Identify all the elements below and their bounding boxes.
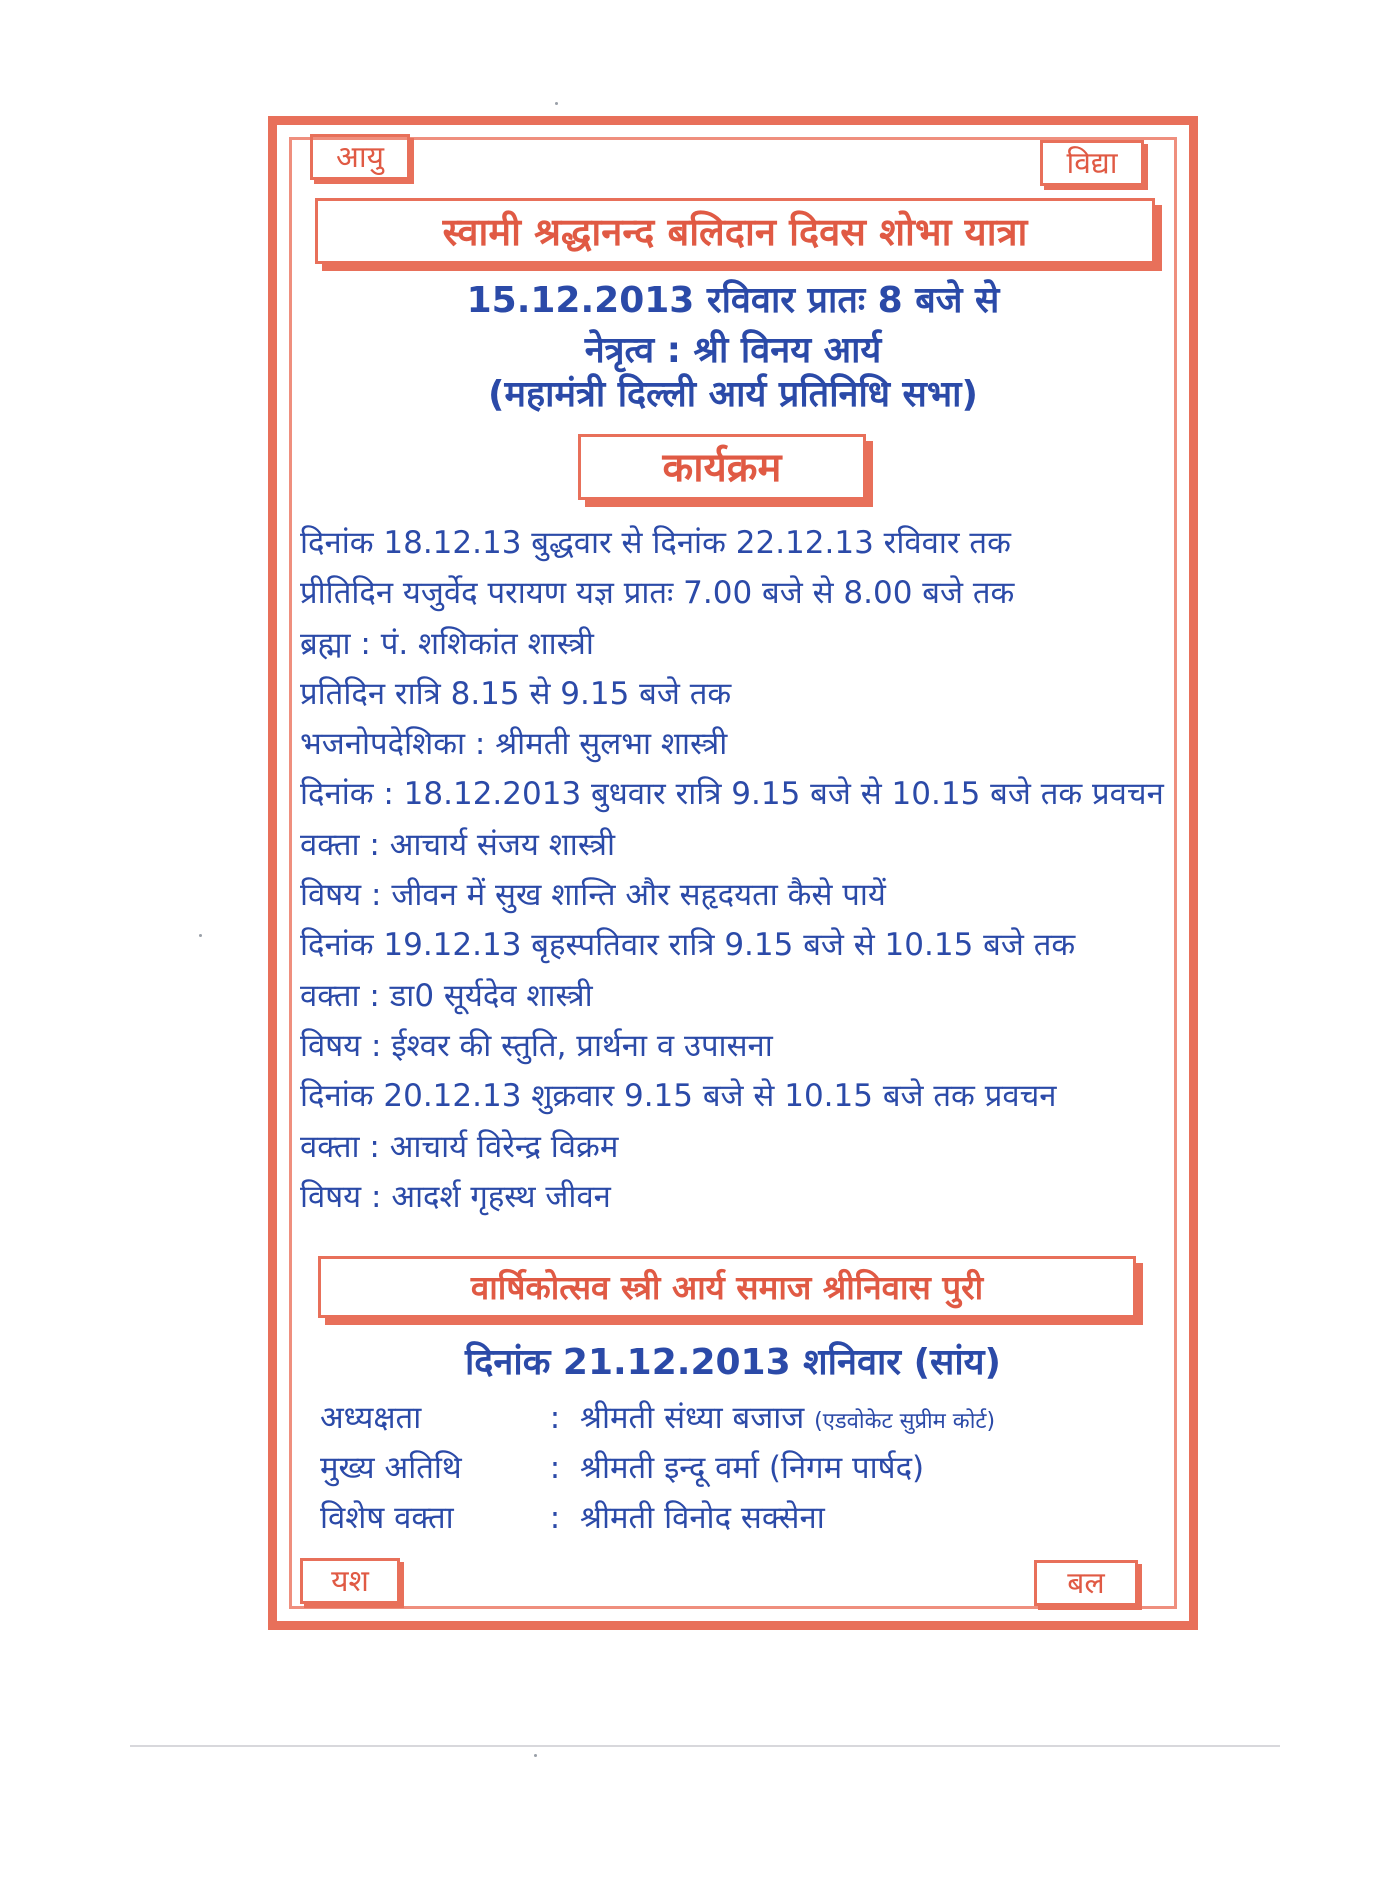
schedule-line: वक्ता : डा0 सूर्यदेव शास्त्री	[300, 977, 593, 1014]
guest-name: श्रीमती इन्दू वर्मा (निगम पार्षद)	[580, 1450, 925, 1486]
corner-label-top-right: विद्या	[1040, 140, 1144, 186]
guest-colon: :	[549, 1400, 561, 1436]
guest-role: अध्यक्षता	[320, 1400, 422, 1436]
schedule-line: दिनांक 20.12.13 शुक्रवार 9.15 बजे से 10.15 बजे तक प्रवचन	[300, 1078, 1057, 1115]
schedule-line: भजनोपदेशिका : श्रीमती सुलभा शास्त्री	[300, 726, 728, 763]
page-fold-line	[130, 1745, 1280, 1747]
scan-speck	[199, 934, 202, 937]
title-banner: स्वामी श्रद्धानन्द बलिदान दिवस शोभा यात्रा	[315, 198, 1155, 264]
date-line: 15.12.2013 रविवार प्रातः 8 बजे से	[466, 280, 1000, 321]
guest-row	[320, 1394, 1180, 1444]
schedule-line: ब्रह्मा : पं. शशिकांत शास्त्री	[300, 625, 594, 662]
guest-name: श्रीमती संध्या बजाज	[580, 1400, 805, 1436]
leader-line: नेत्रृत्व : श्री विनय आर्य	[584, 330, 882, 371]
program-heading: कार्यक्रम	[578, 434, 866, 500]
guest-role: विशेष वक्ता	[320, 1500, 454, 1536]
corner-label-bottom-right: बल	[1034, 1560, 1138, 1606]
guest-row	[320, 1494, 1180, 1544]
schedule-line: दिनांक 19.12.13 बृहस्पतिवार रात्रि 9.15 बजे से 10.15 बजे तक	[300, 927, 1076, 964]
schedule-line: विषय : जीवन में सुख शान्ति और सहृदयता कैसे पायें	[300, 877, 886, 914]
anniversary-banner: वार्षिकोत्सव स्त्री आर्य समाज श्रीनिवास पुरी	[318, 1256, 1136, 1318]
guest-name: श्रीमती विनोद सक्सेना	[580, 1500, 825, 1536]
schedule-line: दिनांक : 18.12.2013 बुधवार रात्रि 9.15 बजे से 10.15 बजे तक प्रवचन	[300, 776, 1164, 813]
schedule-line: विषय : आदर्श गृहस्थ जीवन	[300, 1178, 611, 1215]
guest-note: (एडवोकेट सुप्रीम कोर्ट)	[814, 1409, 996, 1434]
guest-colon: :	[549, 1450, 561, 1486]
schedule-line: वक्ता : आचार्य विरेन्द्र विक्रम	[300, 1128, 619, 1165]
schedule-line: प्रीतिदिन यजुर्वेद परायण यज्ञ प्रातः 7.00 बजे से 8.00 बजे तक	[300, 575, 1015, 612]
corner-label-bottom-left: यश	[300, 1558, 400, 1604]
scan-speck	[555, 102, 558, 105]
anniversary-date: दिनांक 21.12.2013 शनिवार (सांय)	[464, 1342, 1002, 1383]
guest-role: मुख्य अतिथि	[320, 1450, 462, 1486]
guest-list	[320, 1394, 1180, 1544]
schedule-line: विषय : ईश्वर की स्तुति, प्रार्थना व उपासना	[300, 1027, 773, 1064]
schedule-line: प्रतिदिन रात्रि 8.15 से 9.15 बजे तक	[300, 675, 732, 712]
schedule-list	[300, 518, 1180, 1222]
leader-role: (महामंत्री दिल्ली आर्य प्रतिनिधि सभा)	[488, 374, 978, 415]
scan-speck	[534, 1754, 537, 1757]
guest-colon: :	[549, 1500, 561, 1536]
corner-label-top-left: आयु	[310, 134, 410, 180]
schedule-line: दिनांक 18.12.13 बुद्धवार से दिनांक 22.12.13 रविवार तक	[300, 525, 1011, 561]
guest-row	[320, 1444, 1180, 1494]
schedule-line: वक्ता : आचार्य संजय शास्त्री	[300, 826, 616, 863]
